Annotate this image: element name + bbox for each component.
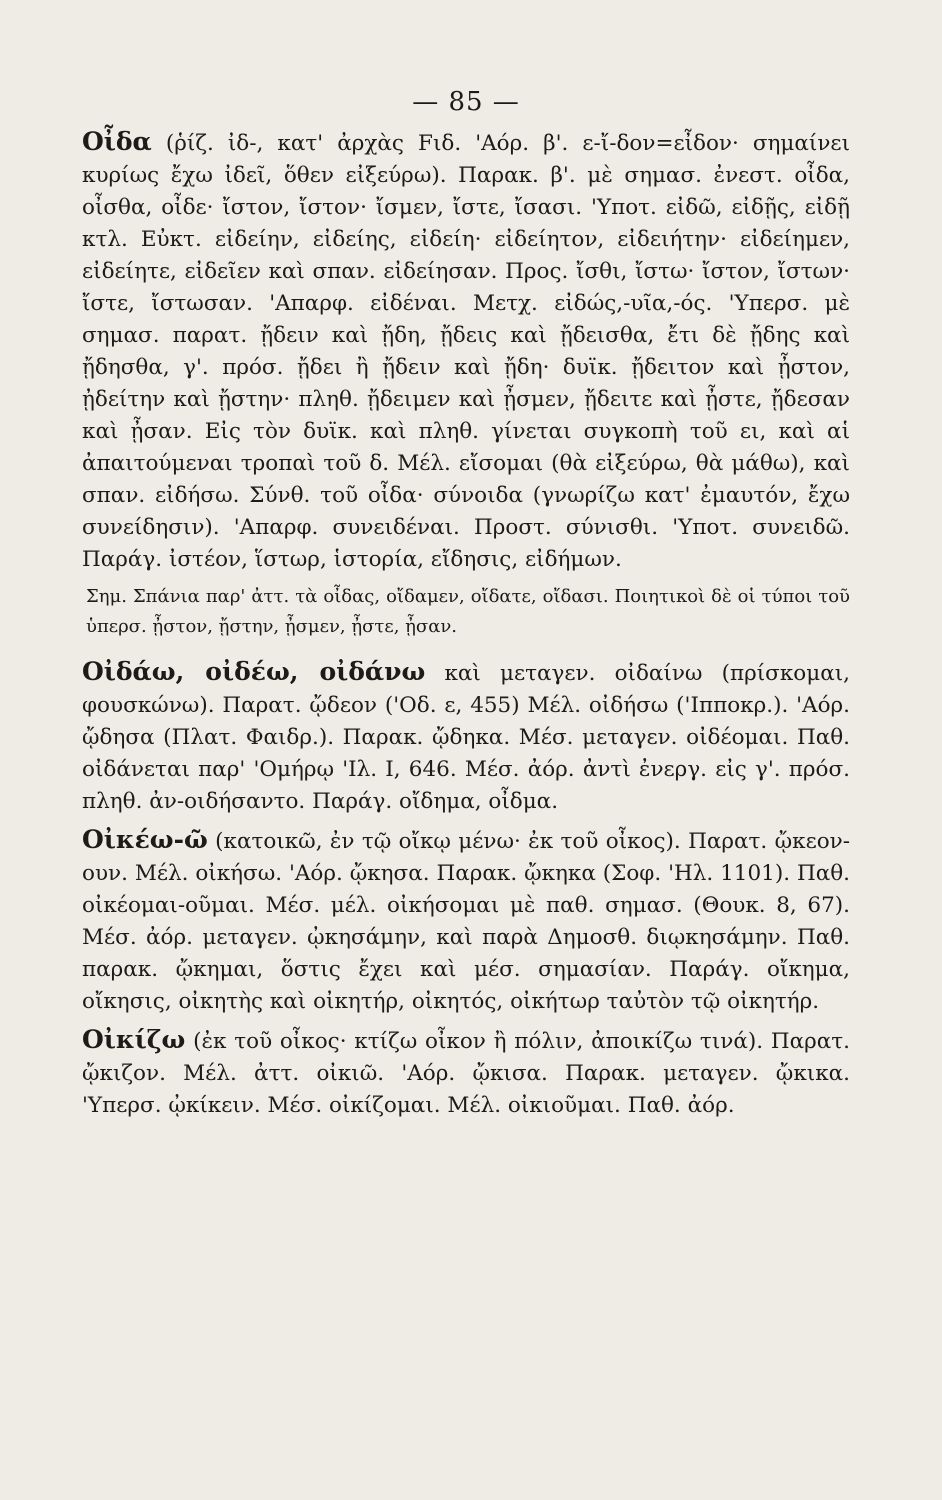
page-number: — 85 — — [412, 87, 520, 117]
usage-note: Σημ. Σπάνια παρ' ἀττ. τὰ οἶδας, οἴδαμεν, οἴδατε, οἴδασι. Ποιητικοὶ δὲ οἱ τύποι τοῦ ὑπερσ. ᾖστον, ᾔστην, ᾖσμεν, ᾖστε, ᾖσαν. — [86, 586, 850, 637]
headword: Οἰδάω, οἰδέω, οἰδάνω — [82, 657, 426, 686]
entry-oikizo — [82, 1024, 850, 1122]
entry-oidao — [82, 656, 850, 818]
dictionary-page — [82, 78, 850, 1418]
entry-oida — [82, 126, 850, 576]
entry-body: (ῥίζ. ἰδ-, κατ' ἀρχὰς Fιδ. 'Αόρ. β'. ε-ἴ-δον=εἶδον· σημαίνει κυρίως ἔχω ἰδεῖ, ὅθεν εἰξεύρω). Παρακ. β'. μὲ σημασ. ἐνεστ. οἶδα, οἶσθα, οἶδε· ἴστον, ἴστον· ἴσμεν, ἴστε, ἴσασι. 'Υποτ. εἰδῶ, εἰδῇς, εἰδῇ κτλ. Εὐκτ. εἰδείην, εἰδείης, εἰδείη· εἰδείητον, εἰδειήτην· εἰδείημεν, εἰδείητε, εἰδεῖεν καὶ σπαν. εἰδείησαν. Προς. ἴσθι, ἴστω· ἴστον, ἴστων· ἴστε, ἴστωσαν. 'Απαρφ. εἰδέναι. Μετχ. εἰδώς,-υῖα,-ός. 'Υπερσ. μὲ σημασ. παρατ. ᾔδειν καὶ ᾔδη, ᾔδεις καὶ ᾔδεισθα, ἔτι δὲ ᾔδης καὶ ᾔδησθα, γ'. πρόσ. ᾔδει ἢ ᾔδειν καὶ ᾔδη· δυϊκ. ᾔδειτον καὶ ᾖστον, ᾐδείτην καὶ ᾔστην· πληθ. ᾔδειμεν καὶ ᾖσμεν, ᾔδειτε καὶ ᾖστε, ᾔδεσαν καὶ ᾖσαν. Εἰς τὸν δυϊκ. καὶ πληθ. γίνεται συγκοπὴ τοῦ ει, καὶ αἱ ἀπαιτούμεναι τροπαὶ τοῦ δ. Μέλ. εἴσομαι (θὰ εἰξεύρω, θὰ μάθω), καὶ σπαν. εἰδήσω. Σύνθ. τοῦ οἶδα· σύνοιδα (γνωρίζω κατ' ἐμαυτόν, ἔχω συνείδησιν). 'Απαρφ. συνειδέναι. Προστ. σύνισθι. 'Υποτ. συνειδῶ. Παράγ. ἰστέον, ἵστωρ, ἱστορία, εἴδησις, εἰδήμων. — [82, 131, 850, 572]
entry-body: καὶ μεταγεν. οἰδαίνω (πρίσκομαι, φουσκώνω). Παρατ. ᾤδεον ('Οδ. ε, 455) Μέλ. οἰδήσω ('Ιπποκρ.). 'Αόρ. ᾤδησα (Πλατ. Φαιδρ.). Παρακ. ᾤδηκα. Μέσ. μεταγεν. οἰδέομαι. Παθ. οἰδάνεται παρ' 'Ομήρῳ 'Ιλ. Ι, 646. Μέσ. ἀόρ. ἀντὶ ἐνεργ. εἰς γ'. πρόσ. πληθ. ἀν-οιδήσαντο. Παράγ. οἴδημα, οἶδμα. — [82, 661, 850, 814]
headword: Οἰκέω-ῶ — [82, 825, 208, 854]
entry-oikeo — [82, 824, 850, 1018]
headword: Οἰκίζω — [82, 1025, 186, 1054]
headword: Οἶδα — [82, 127, 152, 156]
entry-body: (κατοικῶ, ἐν τῷ οἴκῳ μένω· ἐκ τοῦ οἶκος). Παρατ. ᾤκεον-ουν. Μέλ. οἰκήσω. 'Αόρ. ᾤκησα. Παρακ. ᾤκηκα (Σοφ. 'Ηλ. 1101). Παθ. οἰκέομαι-οῦμαι. Μέσ. μέλ. οἰκήσομαι μὲ παθ. σημασ. (Θουκ. 8, 67). Μέσ. ἀόρ. μεταγεν. ᾠκησάμην, καὶ παρὰ Δημοσθ. διῳκησάμην. Παθ. παρακ. ᾤκημαι, ὅστις ἔχει καὶ μέσ. σημασίαν. Παράγ. οἴκημα, οἴκησις, οἰκητὴς καὶ οἰκητήρ, οἰκητός, οἰκήτωρ ταὐτὸν τῷ οἰκητήρ. — [82, 829, 850, 1014]
entry-body: (ἐκ τοῦ οἶκος· κτίζω οἶκον ἢ πόλιν, ἀποικίζω τινά). Παρατ. ᾤκιζον. Μέλ. ἀττ. οἰκιῶ. 'Αόρ. ᾤκισα. Παρακ. μεταγεν. ᾤκικα. 'Υπερσ. ᾠκίκειν. Μέσ. οἰκίζομαι. Μέλ. οἰκιοῦμαι. Παθ. ἀόρ. — [82, 1029, 850, 1118]
